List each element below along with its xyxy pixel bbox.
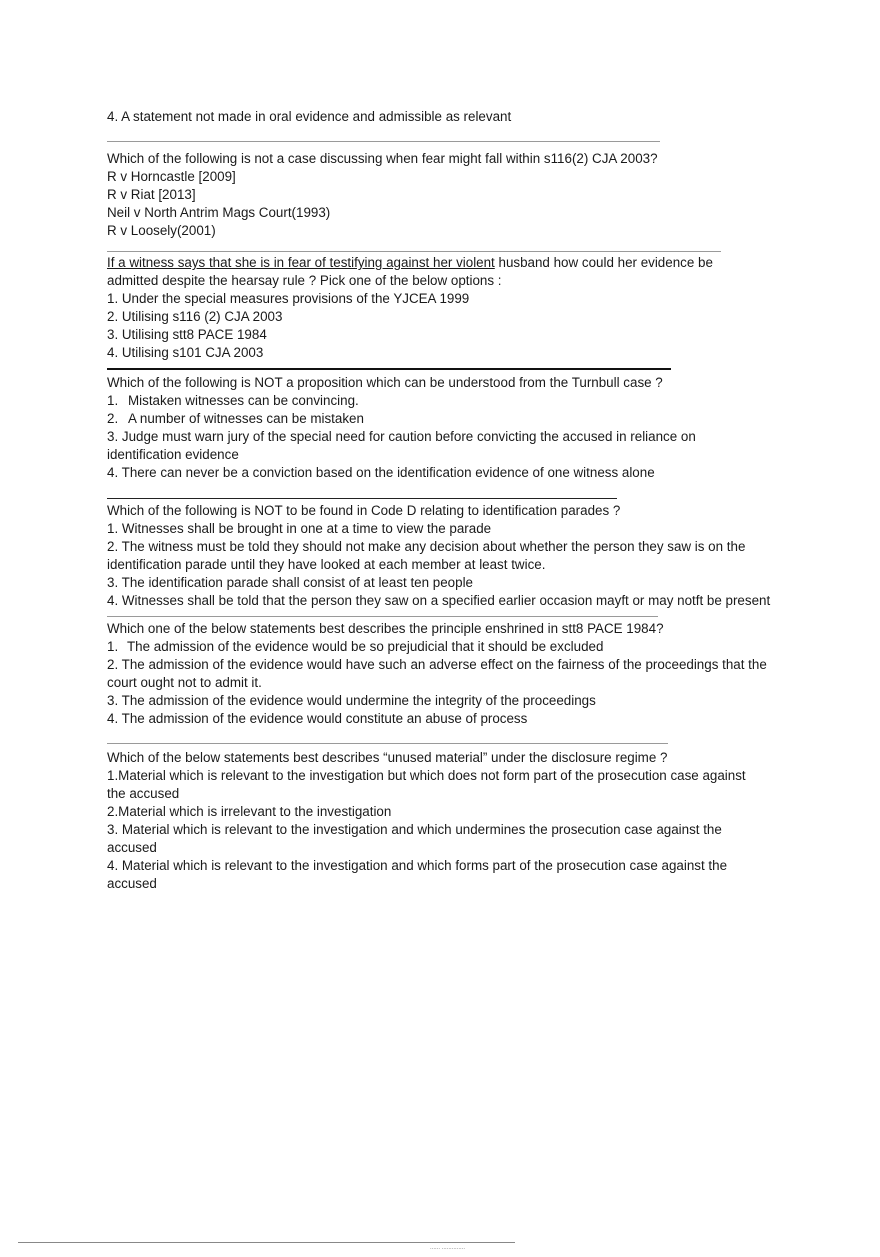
stt8-option-1-number: 1. xyxy=(107,639,119,654)
stt8-option-1-text: The admission of the evidence would be so prejudicial that it should be excluded xyxy=(127,639,604,654)
turnbull-option-1-number: 1. xyxy=(107,393,119,408)
witness-option-3: 3. Utilising stt8 PACE 1984 xyxy=(107,327,267,342)
code-d-option-4: 4. Witnesses shall be told that the person they saw on a specified earlier occasion mayft or may notft be present xyxy=(107,593,771,608)
stt8-option-2-line-2: court ought not to admit it. xyxy=(107,675,262,690)
fear-option-4: R v Loosely(2001) xyxy=(107,223,216,238)
turnbull-option-2-number: 2. xyxy=(107,411,119,426)
code-d-option-2-line-1: 2. The witness must be told they should not make any decision about whether the person they saw is on the xyxy=(107,539,746,554)
fear-option-3: Neil v North Antrim Mags Court(1993) xyxy=(107,205,331,220)
unused-option-4-line-2: accused xyxy=(107,876,157,891)
turnbull-option-4: 4. There can never be a conviction based on the identification evidence of one witness alone xyxy=(107,465,655,480)
prev-question-option-4: 4. A statement not made in oral evidence and admissible as relevant xyxy=(107,109,512,124)
divider xyxy=(107,498,617,499)
turnbull-option-1 xyxy=(107,392,787,410)
turnbull-option-3-line-1: 3. Judge must warn jury of the special need for caution before convicting the accused in reliance on xyxy=(107,429,696,444)
stt8-option-3: 3. The admission of the evidence would undermine the integrity of the proceedings xyxy=(107,693,596,708)
question-witness-line-2: admitted despite the hearsay rule ? Pick one of the below options : xyxy=(107,273,502,288)
unused-option-3-line-1: 3. Material which is relevant to the investigation and which undermines the prosecution case against the xyxy=(107,822,722,837)
question-witness-rest: husband how could her evidence be xyxy=(494,255,713,270)
turnbull-option-3-line-2: identification evidence xyxy=(107,447,239,462)
question-code-d: Which of the following is NOT to be found in Code D relating to identification parades ? xyxy=(107,503,621,518)
question-turnbull: Which of the following is NOT a proposition which can be understood from the Turnbull case ? xyxy=(107,375,663,390)
divider xyxy=(107,368,671,370)
code-d-option-1: 1. Witnesses shall be brought in one at a time to view the parade xyxy=(107,521,492,536)
code-d-option-2-line-2: identification parade until they have looked at each member at least twice. xyxy=(107,557,546,572)
stt8-option-1 xyxy=(107,638,787,656)
stt8-option-4: 4. The admission of the evidence would constitute an abuse of process xyxy=(107,711,528,726)
unused-option-1-line-2: the accused xyxy=(107,786,180,801)
witness-option-4: 4. Utilising s101 CJA 2003 xyxy=(107,345,264,360)
code-d-option-3: 3. The identification parade shall consist of at least ten people xyxy=(107,575,473,590)
witness-option-1: 1. Under the special measures provisions of the YJCEA 1999 xyxy=(107,291,470,306)
divider xyxy=(107,141,660,142)
question-fear: Which of the following is not a case discussing when fear might fall within s116(2) CJA 2003? xyxy=(107,151,658,166)
question-witness xyxy=(107,254,787,272)
stt8-option-2-line-1: 2. The admission of the evidence would have such an adverse effect on the fairness of the proceedings that the xyxy=(107,657,767,672)
question-stt8: Which one of the below statements best describes the principle enshrined in stt8 PACE 1984? xyxy=(107,621,664,636)
unused-option-2: 2.Material which is irrelevant to the investigation xyxy=(107,804,392,819)
turnbull-option-2-text: A number of witnesses can be mistaken xyxy=(128,411,364,426)
footer-dots: ...... .............. xyxy=(430,1245,466,1251)
divider xyxy=(107,743,668,744)
divider xyxy=(107,251,721,252)
question-witness-underlined: If a witness says that she is in fear of testifying against her violent xyxy=(107,255,495,270)
divider xyxy=(107,616,658,617)
witness-option-2: 2. Utilising s116 (2) CJA 2003 xyxy=(107,309,283,324)
question-unused-material: Which of the below statements best describes “unused material” under the disclosure regime ? xyxy=(107,750,668,765)
unused-option-3-line-2: accused xyxy=(107,840,157,855)
fear-option-2: R v Riat [2013] xyxy=(107,187,196,202)
turnbull-option-1-text: Mistaken witnesses can be convincing. xyxy=(128,393,359,408)
unused-option-1-line-1: 1.Material which is relevant to the investigation but which does not form part of the prosecution case against xyxy=(107,768,746,783)
document-page xyxy=(107,106,787,893)
turnbull-option-2 xyxy=(107,410,787,428)
fear-option-1: R v Horncastle [2009] xyxy=(107,169,236,184)
unused-option-4-line-1: 4. Material which is relevant to the investigation and which forms part of the prosecution case against the xyxy=(107,858,728,873)
